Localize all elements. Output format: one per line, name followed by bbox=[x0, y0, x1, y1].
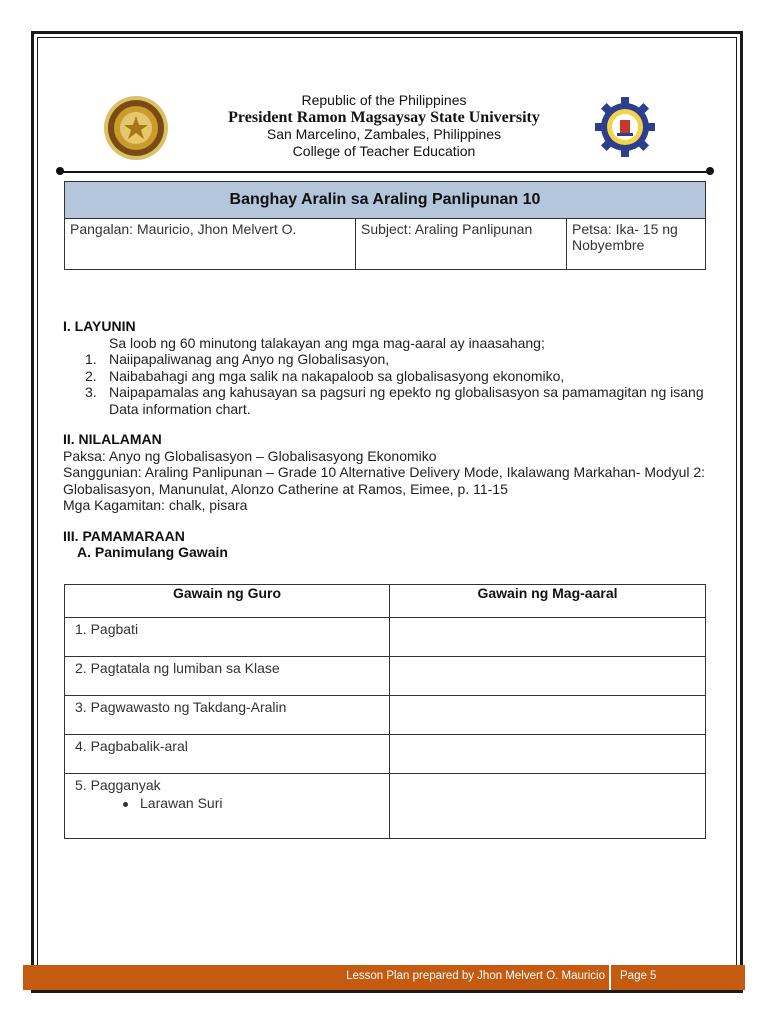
objective-item: 3. Naipapamalas ang kahusayan sa pagsuri ng epekto ng globalisasyon sa pamamagitan ng isang Data information chart. bbox=[85, 384, 704, 417]
bullet-item bbox=[75, 795, 379, 811]
table-row bbox=[65, 657, 706, 696]
bullet-icon bbox=[123, 802, 128, 807]
page-footer bbox=[23, 965, 745, 990]
lesson-body bbox=[63, 318, 713, 561]
footer-separator bbox=[609, 965, 611, 990]
student-cell bbox=[390, 657, 706, 696]
divider-dot-left bbox=[56, 167, 64, 175]
date-cell bbox=[567, 219, 706, 270]
paksa-line: Paksa: Anyo ng Globalisasyon – Globalisasyong Ekonomiko bbox=[63, 447, 437, 464]
activity-cell: 2. Pagtatala ng lumiban sa Klase bbox=[65, 657, 390, 696]
section-layunin-heading: I. LAYUNIN bbox=[63, 318, 136, 334]
student-cell bbox=[390, 774, 706, 839]
header-address: San Marcelino, Zambales, Philippines bbox=[266, 126, 502, 142]
table-row bbox=[65, 774, 706, 839]
lesson-info-table bbox=[64, 181, 706, 270]
activity-table bbox=[64, 584, 706, 839]
header-divider bbox=[60, 171, 710, 173]
date-line-2: Nobyembre bbox=[572, 237, 645, 253]
objective-item: 2. Naibabahagi ang mga salik na nakapaloob sa globalisasyong ekonomiko, bbox=[85, 367, 565, 384]
table-row bbox=[65, 618, 706, 657]
header-college: College of Teacher Education bbox=[292, 143, 476, 159]
sanggunian-line: Sanggunian: Araling Panlipunan – Grade 10 Alternative Delivery Mode, Ikalawang Markahan- Modyul 2: Globalisasyon, Manunulat, Alonzo Catherine at Ramos, Eimee, p. 11-15 bbox=[63, 464, 706, 497]
column-header-guro: Gawain ng Guro bbox=[65, 585, 390, 618]
teacher-name: Pangalan: Mauricio, Jhon Melvert O. bbox=[65, 219, 356, 270]
panimulang-gawain-heading: A. Panimulang Gawain bbox=[77, 544, 228, 560]
table-row bbox=[65, 696, 706, 735]
kagamitan-line: Mga Kagamitan: chalk, pisara bbox=[63, 497, 248, 513]
table-row bbox=[65, 735, 706, 774]
divider-dot-right bbox=[706, 167, 714, 175]
section-pamamaraan-heading: III. PAMAMARAAN bbox=[63, 527, 185, 544]
date-line-1: Petsa: Ika- 15 ng bbox=[572, 221, 678, 237]
student-cell bbox=[390, 618, 706, 657]
layunin-intro: Sa loob ng 60 minutong talakayan ang mga mag-aaral ay inaasahang; bbox=[109, 334, 545, 351]
column-header-mag-aaral: Gawain ng Mag-aaral bbox=[390, 585, 706, 618]
college-gear-seal-icon bbox=[594, 96, 656, 158]
header-university: President Ramon Magsaysay State University bbox=[228, 109, 540, 126]
lesson-title: Banghay Aralin sa Araling Panlipunan 10 bbox=[65, 182, 706, 219]
subject-cell: Subject: Araling Panlipunan bbox=[356, 219, 567, 270]
activity-cell: 3. Pagwawasto ng Takdang-Aralin bbox=[65, 696, 390, 735]
page-number: Page 5 bbox=[620, 970, 657, 982]
activity-cell: 1. Pagbati bbox=[65, 618, 390, 657]
activity-cell bbox=[65, 774, 390, 839]
activity-cell: 4. Pagbabalik-aral bbox=[65, 735, 390, 774]
header-republic: Republic of the Philippines bbox=[301, 92, 467, 108]
objectives-list bbox=[63, 351, 713, 417]
student-cell bbox=[390, 735, 706, 774]
pagganyak-label: 5. Pagganyak bbox=[75, 777, 161, 793]
bullet-text: Larawan Suri bbox=[140, 795, 223, 811]
section-nilalaman-heading: II. NILALAMAN bbox=[63, 431, 162, 447]
footer-text: Lesson Plan prepared by Jhon Melvert O. Mauricio bbox=[346, 970, 605, 982]
objective-item: 1. Naiipapaliwanag ang Anyo ng Globalisasyon, bbox=[85, 351, 390, 367]
student-cell bbox=[390, 696, 706, 735]
